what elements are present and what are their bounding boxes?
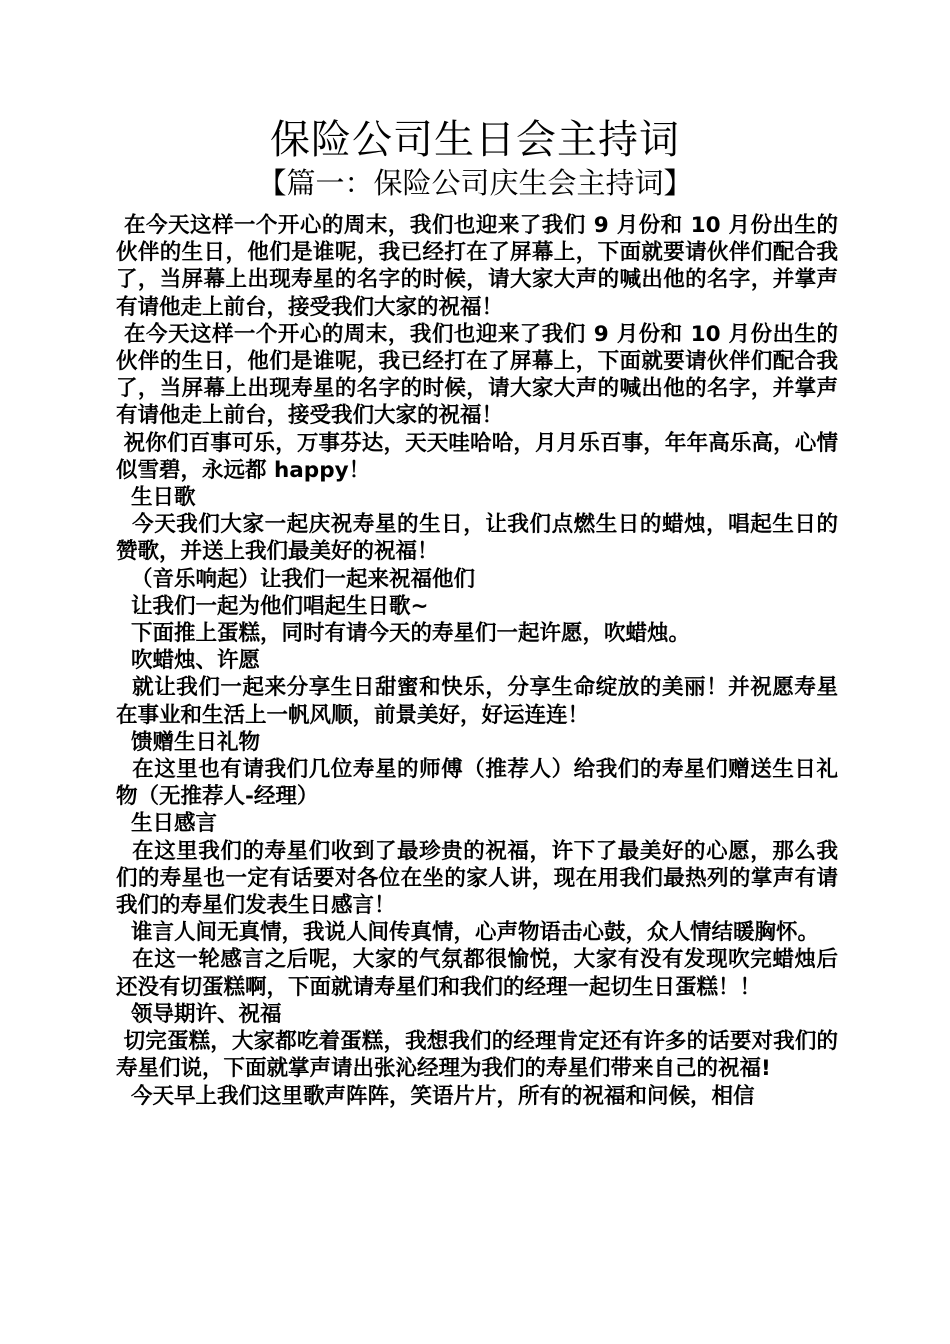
paragraph: 谁言人间无真情，我说人间传真情，心声物语击心鼓，众人情结暖胸怀。 bbox=[116, 920, 819, 946]
paragraph: 让我们一起为他们唱起生日歌~ bbox=[116, 593, 429, 619]
paragraph: 在今天这样一个开心的周末，我们也迎来了我们 9 月份和 10 月份出生的伙伴的生日，他们是谁呢，我已经打在了屏幕上，下面就要请伙伴们配合我了，当屏幕上出现寿星的名字的时候，请大家大声的喊出他的名字，并掌声有请他走上前台，接受我们大家的祝福！ bbox=[116, 321, 838, 429]
paragraph: （音乐响起）让我们一起来祝福他们 bbox=[116, 566, 475, 592]
paragraph: 今天早上我们这里歌声阵阵，笑语片片，所有的祝福和问候，相信 bbox=[116, 1083, 755, 1109]
paragraph: 切完蛋糕，大家都吃着蛋糕，我想我们的经理肯定还有许多的话要对我们的寿星们说，下面就掌声请出张沁经理为我们的寿星们带来自己的祝福! bbox=[116, 1029, 838, 1082]
section-heading: 馈赠生日礼物 bbox=[116, 729, 260, 755]
document-subtitle: 【篇一：保险公司庆生会主持词】 bbox=[257, 166, 693, 200]
section-heading: 生日歌 bbox=[116, 485, 196, 511]
paragraph: 在这里也有请我们几位寿星的师傅（推荐人）给我们的寿星们赠送生日礼物（无推荐人-经理） bbox=[116, 757, 838, 810]
paragraph: 在这一轮感言之后呢，大家的气氛都很愉悦，大家有没有发现吹完蜡烛后还没有切蛋糕啊，下面就请寿星们和我们的经理一起切生日蛋糕！！ bbox=[116, 947, 838, 1000]
section-heading: 生日感言 bbox=[116, 811, 217, 837]
paragraph: 下面推上蛋糕，同时有请今天的寿星们一起许愿，吹蜡烛。 bbox=[116, 621, 690, 647]
document-body bbox=[116, 212, 838, 1110]
paragraph: 在今天这样一个开心的周末，我们也迎来了我们 9 月份和 10 月份出生的伙伴的生日，他们是谁呢，我已经打在了屏幕上，下面就要请伙伴们配合我了，当屏幕上出现寿星的名字的时候，请大家大声的喊出他的名字，并掌声有请他走上前台，接受我们大家的祝福！ bbox=[116, 213, 838, 320]
paragraph: 就让我们一起来分享生日甜蜜和快乐，分享生命绽放的美丽！并祝愿寿星在事业和生活上一帆风顺，前景美好，好运连连！ bbox=[116, 675, 838, 728]
paragraph: 祝你们百事可乐，万事芬达，天天哇哈哈，月月乐百事，年年高乐高，心情似雪碧，永远都 happy！ bbox=[116, 430, 838, 483]
paragraph: 今天我们大家一起庆祝寿星的生日，让我们点燃生日的蜡烛，唱起生日的赞歌，并送上我们最美好的祝福！ bbox=[116, 512, 838, 565]
document-title: 保险公司生日会主持词 bbox=[270, 117, 680, 163]
paragraph: 在这里我们的寿星们收到了最珍贵的祝福，许下了最美好的心愿，那么我们的寿星也一定有话要对各位在坐的家人讲，现在用我们最热列的掌声有请我们的寿星们发表生日感言！ bbox=[116, 838, 838, 919]
section-heading: 吹蜡烛、许愿 bbox=[116, 648, 260, 674]
section-heading: 领导期许、祝福 bbox=[116, 1001, 282, 1027]
